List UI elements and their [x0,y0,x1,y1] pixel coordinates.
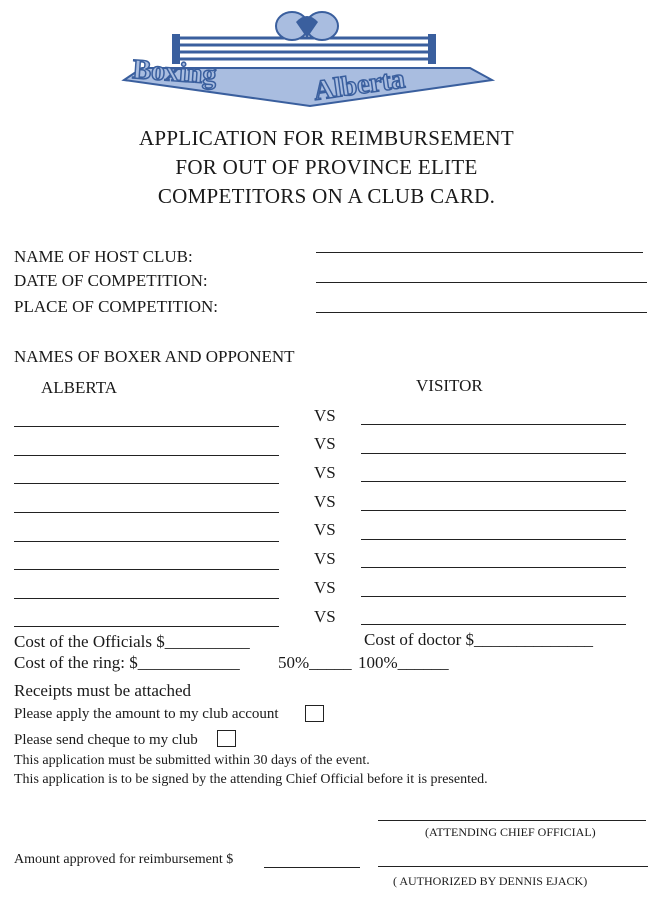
host-club-label: NAME OF HOST CLUB: [14,247,193,266]
alberta-boxer-field[interactable] [14,483,279,484]
vs-label: VS [314,607,336,626]
officials-cost[interactable]: Cost of the Officials $__________ [14,632,250,651]
visitor-boxer-field[interactable] [361,424,626,425]
vs-label: VS [314,578,336,597]
title-line-2: FOR OUT OF PROVINCE ELITE [175,155,478,179]
alberta-boxer-field[interactable] [14,541,279,542]
visitor-boxer-field[interactable] [361,453,626,454]
vs-label: VS [314,549,336,568]
place-field[interactable] [316,312,647,313]
alberta-boxer-field[interactable] [14,598,279,599]
vs-label: VS [314,406,336,425]
visitor-column-header: VISITOR [416,376,483,395]
send-cheque-label: Please send cheque to my club [14,732,198,748]
title-line-3: COMPETITORS ON A CLUB CARD. [157,184,496,208]
chief-official-caption: (ATTENDING CHIEF OFFICIAL) [425,825,596,839]
visitor-boxer-field[interactable] [361,539,626,540]
vs-label: VS [314,520,336,539]
receipts-note: Receipts must be attached [14,681,192,700]
vs-label: VS [314,492,336,511]
amount-approved-label: Amount approved for reimbursement $ [14,852,234,867]
bouts-heading: NAMES OF BOXER AND OPPONENT [14,347,295,366]
logo-word-boxing: Boxing [131,54,218,91]
visitor-boxer-field[interactable] [361,596,626,597]
doctor-cost[interactable]: Cost of doctor $______________ [364,630,594,649]
alberta-boxer-field[interactable] [14,569,279,570]
alberta-boxer-field[interactable] [14,455,279,456]
club-account-checkbox[interactable] [305,705,324,722]
authorized-signature-line[interactable] [378,866,648,867]
alberta-boxer-field[interactable] [14,426,279,427]
vs-label: VS [314,463,336,482]
club-account-label: Please apply the amount to my club account [14,706,279,722]
boxing-alberta-logo [120,8,500,108]
date-label: DATE OF COMPETITION: [14,271,208,290]
date-field[interactable] [316,282,647,283]
vs-label: VS [314,434,336,453]
send-cheque-checkbox[interactable] [217,730,236,747]
ring-50-percent[interactable]: 50%_____ [278,653,352,672]
authorized-caption: ( AUTHORIZED BY DENNIS EJACK) [393,874,588,888]
chief-official-signature-line[interactable] [378,820,646,821]
ring-100-percent[interactable]: 100%______ [358,653,449,672]
title-line-1: APPLICATION FOR REIMBURSEMENT [138,126,515,150]
visitor-boxer-field[interactable] [361,567,626,568]
deadline-note: This application must be submitted within 30 days of the event. [14,753,370,768]
logo-word-alberta: Alberta [311,63,407,107]
amount-approved-field[interactable] [264,867,360,868]
place-label: PLACE OF COMPETITION: [14,297,219,316]
visitor-boxer-field[interactable] [361,624,626,625]
alberta-boxer-field[interactable] [14,512,279,513]
visitor-boxer-field[interactable] [361,510,626,511]
ring-cost[interactable]: Cost of the ring: $____________ [14,653,240,672]
visitor-boxer-field[interactable] [361,481,626,482]
alberta-column-header: ALBERTA [41,378,118,397]
host-club-field[interactable] [316,252,643,253]
alberta-boxer-field[interactable] [14,626,279,627]
signature-note: This application is to be signed by the attending Chief Official before it is presented. [14,772,488,787]
